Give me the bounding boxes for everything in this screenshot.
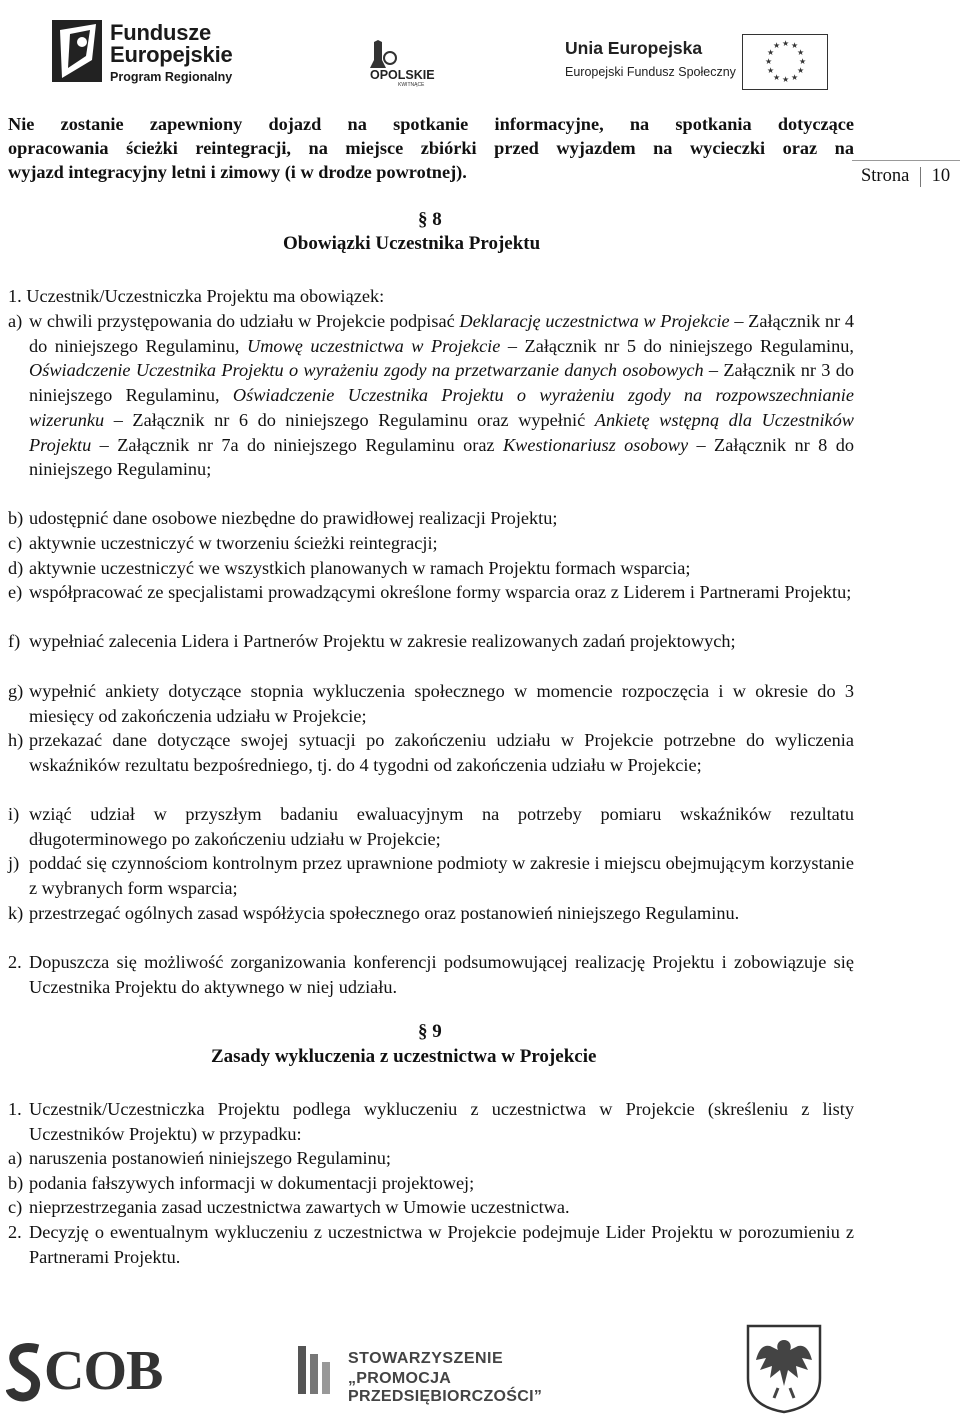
eu-flag-icon <box>742 34 828 90</box>
svg-text:★: ★ <box>773 73 781 82</box>
stowarzyszenie-emblem-icon <box>294 1342 338 1398</box>
svg-text:★: ★ <box>799 57 807 66</box>
eagle-emblem-icon <box>744 1322 824 1414</box>
section9-number: § 9 <box>418 1021 442 1042</box>
intro-line3: wyjazd integracyjny letni i zimowy (i w drodze powrotnej). <box>8 162 467 182</box>
stowarzyszenie-logo <box>294 1340 624 1405</box>
fundusze-europejskie-logo <box>52 18 232 88</box>
section8-number: § 8 <box>418 209 442 230</box>
ue-line2: Europejski Fundusz Społeczny <box>565 65 736 79</box>
opolskie-tower-icon <box>358 30 398 70</box>
svg-text:★: ★ <box>797 48 805 57</box>
stowarzyszenie-line2: „PROMOCJA PRZEDSIĘBIORCZOŚCI” <box>348 1370 543 1405</box>
section-sign-icon: § <box>418 1021 428 1042</box>
fe-star-icon <box>52 20 104 84</box>
cob-text: COB <box>44 1340 163 1402</box>
ue-line1: Unia Europejska <box>565 38 703 58</box>
page-label <box>861 166 950 187</box>
opolskie-logo <box>358 30 458 92</box>
section9-title: Zasady wykluczenia z uczestnictwa w Projekcie <box>211 1046 597 1067</box>
svg-text:★: ★ <box>767 48 775 57</box>
page-number: 10 <box>931 166 951 186</box>
fe-line1: Fundusze <box>110 20 212 45</box>
svg-text:★: ★ <box>765 57 773 66</box>
section8-item-a <box>8 309 854 509</box>
item-text: w chwili przystępowania do udziału w Projekcie podpisać Deklarację uczestnictwa w Projekcie – Załącznik nr 4 do niniejszego Regulaminu, Umowę uczestnictwa w Projekcie – Załącznik nr 5 do niniejszego Regulaminu, Oświadczenie Uczestnika Projektu o wyrażeniu zgody na przetwarzanie danych osobowych – Załącznik nr 3 do niniejszego Regulaminu, Oświadczenie Uczestnika Projektu o wyrażeniu zgody na rozpowszechnianie wizerunku – Załącznik nr 6 do niniejszego Regulaminu oraz wypełnić Ankietę wstępną dla Uczestników Projektu – Załącznik nr 7a do niniejszego Regulaminu oraz Kwestionariusz osobowy – Załącznik nr 8 do niniejszego Regulaminu; <box>29 311 854 480</box>
svg-text:★: ★ <box>782 39 790 48</box>
stowarzyszenie-line1: STOWARZYSZENIE <box>348 1350 504 1367</box>
unia-europejska-logo <box>565 34 830 92</box>
fe-line3: Program Regionalny <box>110 69 233 84</box>
svg-text:★: ★ <box>791 73 799 82</box>
intro-line2: opracowania ścieżki reintegracji, na miejsce zbiórki przed wyjazdem na wycieczki oraz na <box>8 138 854 158</box>
section8-title: Obowiązki Uczestnika Projektu <box>283 233 541 254</box>
svg-text:★: ★ <box>782 75 790 84</box>
cob-s-icon <box>6 1339 46 1403</box>
fe-line2: Europejskie <box>110 42 233 68</box>
svg-text:★: ★ <box>767 66 775 75</box>
cob-logo <box>6 1335 176 1405</box>
item-label: a) <box>8 311 23 331</box>
svg-text:★: ★ <box>797 66 805 75</box>
page-label-text: Strona <box>861 166 910 186</box>
svg-text:★: ★ <box>791 41 799 50</box>
opolskie-sub: KWITNĄCE <box>398 82 425 88</box>
intro-line1: Nie zostanie zapewniony dojazd na spotkanie informacyjne, na spotkania dotyczące <box>8 114 854 134</box>
page-label-divider <box>852 160 960 161</box>
svg-text:★: ★ <box>773 41 781 50</box>
opolskie-name: OPOLSKIE <box>370 68 435 82</box>
section8-paragraph1: 1. Uczestnik/Uczestniczka Projektu ma obowiązek: <box>8 286 385 306</box>
section-sign-icon: § <box>418 209 428 230</box>
